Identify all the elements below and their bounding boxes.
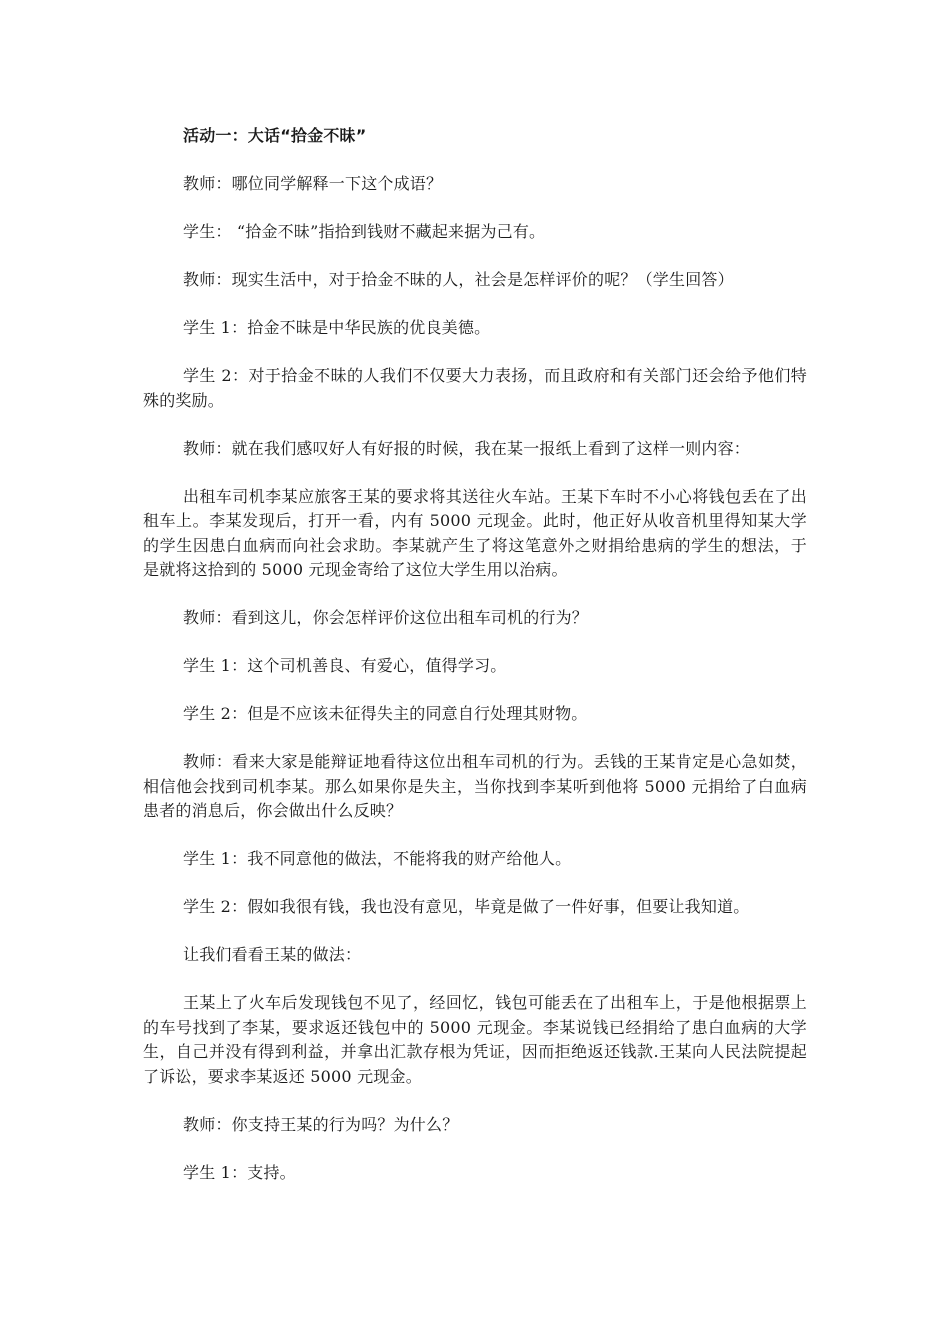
paragraph: 教师：就在我们感叹好人有好报的时候，我在某一报纸上看到了这样一则内容： (183, 438, 751, 458)
case-description-paragraph: 王某上了火车后发现钱包不见了，经回忆，钱包可能丢在了出租车上，于是他根据票上的车号找到了李某，要求返还钱包中的 5000 元现金。李某说钱已经捐给了患白血病的大学生，自己并没有得到利益，并拿出汇款存根为凭证，因而拒绝返还钱款.王某向人民法院提起了诉讼，要求李某返还 5000 元现金。 (143, 993, 807, 1086)
paragraph: 让我们看看王某的做法： (183, 945, 362, 964)
paragraph: 学生 1：这个司机善良、有爱心，值得学习。 (183, 656, 507, 675)
news-excerpt-paragraph: 出租车司机李某应旅客王某的要求将其送往火车站。王某下车时不小心将钱包丢在了出租车上。李某发现后，打开一看，内有 5000 元现金。此时，他正好从收音机里得知某大学的学生因患白血病而向社会求助。李某就产生了将这笔意外之财捐给患病的学生的想法，于是就将这拾到的 5000 元现金寄给了这位大学生用以治病。 (143, 486, 807, 579)
paragraph: 教师：现实生活中，对于拾金不昧的人，社会是怎样评价的呢？（学生回答） (183, 270, 734, 289)
paragraph: 学生 2：假如我很有钱，我也没有意见，毕竟是做了一件好事，但要让我知道。 (183, 897, 750, 916)
paragraph: 学生 1：我不同意他的做法，不能将我的财产给他人。 (183, 849, 572, 868)
paragraph: 学生 1：拾金不昧是中华民族的优良美德。 (183, 318, 491, 337)
paragraph: 学生 2：对于拾金不昧的人我们不仅要大力表扬，而且政府和有关部门还会给予他们特殊的奖励。 (143, 366, 807, 410)
document-body (143, 124, 807, 1209)
paragraph: 教师：看来大家是能辩证地看待这位出租车司机的行为。丢钱的王某肯定是心急如焚，相信他会找到司机李某。那么如果你是失主，当你找到李某听到他将 5000 元捐给了白血病患者的消息后，你会做出什么反映？ (143, 752, 807, 820)
section-heading: 活动一：大话“拾金不昧” (183, 126, 367, 145)
paragraph: 学生： “拾金不昧”指拾到钱财不藏起来据为己有。 (183, 222, 546, 241)
paragraph: 学生 2：但是不应该未征得失主的同意自行处理其财物。 (183, 704, 588, 723)
paragraph: 教师：你支持王某的行为吗？为什么？ (183, 1114, 459, 1134)
paragraph: 教师：看到这儿，你会怎样评价这位出租车司机的行为？ (183, 608, 589, 627)
paragraph: 教师：哪位同学解释一下这个成语？ (183, 174, 443, 193)
paragraph: 学生 1：支持。 (183, 1162, 296, 1182)
